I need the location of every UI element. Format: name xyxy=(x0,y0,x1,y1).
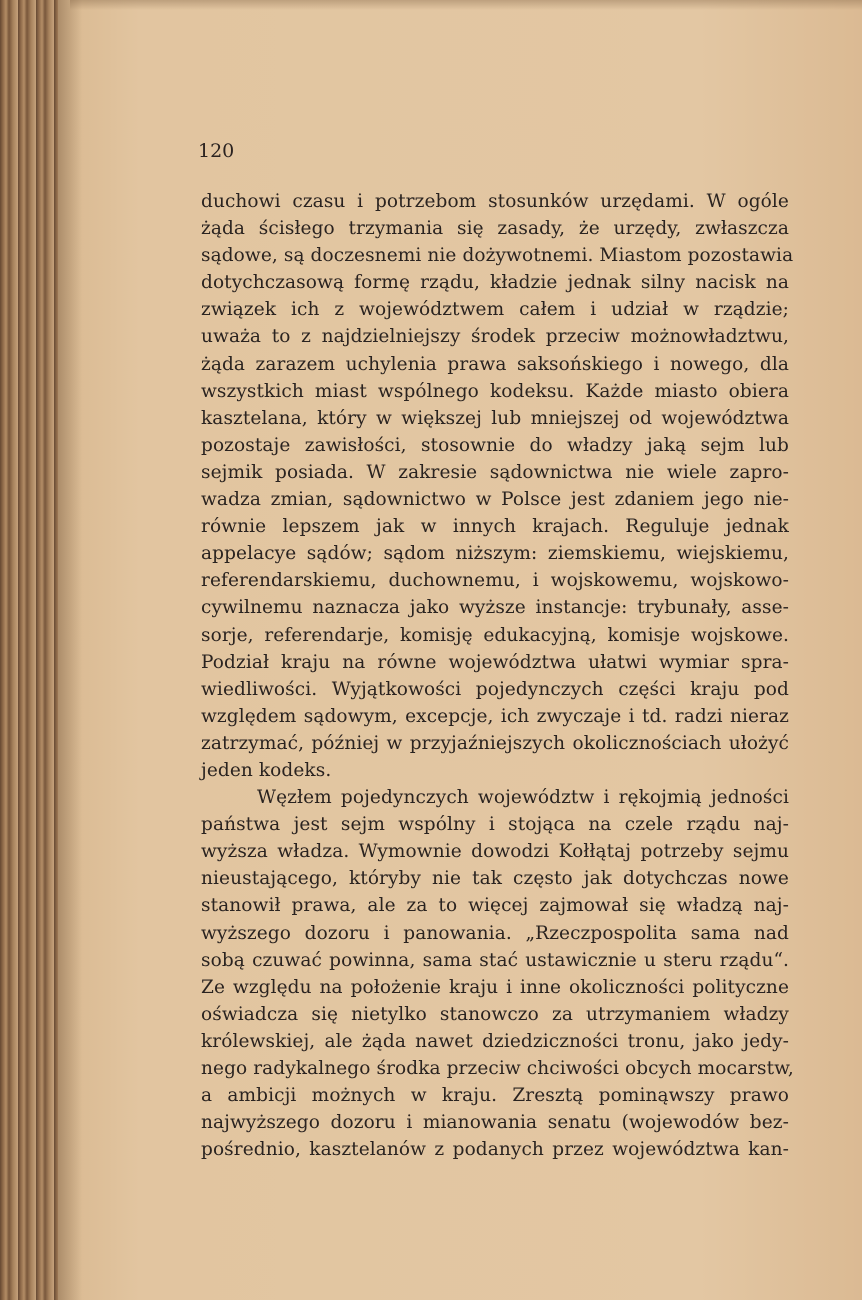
text-line: pośrednio, kasztelanów z podanych przez województwa kan- xyxy=(201,1139,789,1161)
text-line: stanowił prawa, ale za to więcej zajmował się władzą naj- xyxy=(201,895,789,917)
text-line: a ambicji możnych w kraju. Zresztą pominąwszy prawo xyxy=(201,1085,789,1107)
text-line: uważa to z najdzielniejszy środek przeciw możnowładztwu, xyxy=(201,326,789,348)
text-line: żąda zarazem uchylenia prawa saksońskiego i nowego, dla xyxy=(201,353,789,375)
paragraph-2 xyxy=(201,784,794,1163)
text-line: nieustającego, któryby nie tak często jak dotychczas nowe xyxy=(201,868,789,890)
text-line: pozostaje zawisłości, stosownie do władzy jaką sejm lub xyxy=(201,434,789,456)
text-line: wszystkich miast wspólnego kodeksu. Każde miasto obiera xyxy=(201,380,789,402)
body-text xyxy=(201,188,794,1163)
text-line: Węzłem pojedynczych województw i rękojmią jedności xyxy=(257,787,789,809)
text-line: związek ich z województwem całem i udział w rządzie; xyxy=(201,299,789,321)
text-line: równie lepszem jak w innych krajach. Reguluje jednak xyxy=(201,516,789,538)
text-line: sejmik posiada. W zakresie sądownictwa nie wiele zapro- xyxy=(201,461,789,483)
text-line: Ze względu na położenie kraju i inne okoliczności polityczne xyxy=(201,976,789,998)
text-line: sorje, referendarje, komisję edukacyjną, komisje wojskowe. xyxy=(201,624,789,646)
text-line: wiedliwości. Wyjątkowości pojedynczych części kraju pod xyxy=(201,678,789,700)
page-top-edge xyxy=(70,0,862,10)
text-line: appelacye sądów; sądom niższym: ziemskiemu, wiejskiemu, xyxy=(201,543,789,565)
text-line: wadza zmian, sądownictwo w Polsce jest zdaniem jego nie- xyxy=(201,489,789,511)
text-line: kasztelana, który w większej lub mniejszej od województwa xyxy=(201,407,789,429)
book-binding xyxy=(0,0,58,1300)
text-line: oświadcza się nietylko stanowczo za utrzymaniem władzy xyxy=(201,1003,789,1025)
text-line: królewskiej, ale żąda nawet dziedziczności tronu, jako jedy- xyxy=(201,1030,789,1052)
text-line: sobą czuwać powinna, sama stać ustawicznie u steru rządu“. xyxy=(201,949,789,971)
text-line: nego radykalnego środka przeciw chciwości obcych mocarstw, xyxy=(201,1058,794,1079)
text-line: dotychczasową formę rządu, kładzie jednak silny nacisk na xyxy=(201,272,789,294)
paragraph-1 xyxy=(201,188,794,784)
text-line: państwa jest sejm wspólny i stojąca na czele rządu naj- xyxy=(201,814,789,836)
text-line: wyższego dozoru i panowania. „Rzeczpospolita sama nad xyxy=(201,922,789,944)
text-line: cywilnemu naznacza jako wyższe instancje: trybunały, asse- xyxy=(201,597,789,619)
page-number: 120 xyxy=(198,140,235,162)
text-line: żąda ścisłego trzymania się zasady, że urzędy, zwłaszcza xyxy=(201,218,789,240)
text-line: referendarskiemu, duchownemu, i wojskowemu, wojskowo- xyxy=(201,570,789,592)
text-line: względem sądowym, excepcje, ich zwyczaje i td. radzi nieraz xyxy=(201,705,789,727)
text-line: sądowe, są doczesnemi nie dożywotnemi. Miastom pozostawia xyxy=(201,245,794,267)
text-line: jeden kodeks. xyxy=(201,759,332,781)
text-line: duchowi czasu i potrzebom stosunków urzędami. W ogóle xyxy=(201,191,789,212)
text-line: wyższa władza. Wymownie dowodzi Kołłątaj potrzeby sejmu xyxy=(201,841,789,863)
gutter-shadow xyxy=(58,0,82,1300)
text-line: zatrzymać, później w przyjaźniejszych okolicznościach ułożyć xyxy=(201,732,789,754)
text-line: najwyższego dozoru i mianowania senatu (wojewodów bez- xyxy=(201,1112,789,1134)
text-line: Podział kraju na równe województwa ułatwi wymiar spra- xyxy=(201,651,789,673)
